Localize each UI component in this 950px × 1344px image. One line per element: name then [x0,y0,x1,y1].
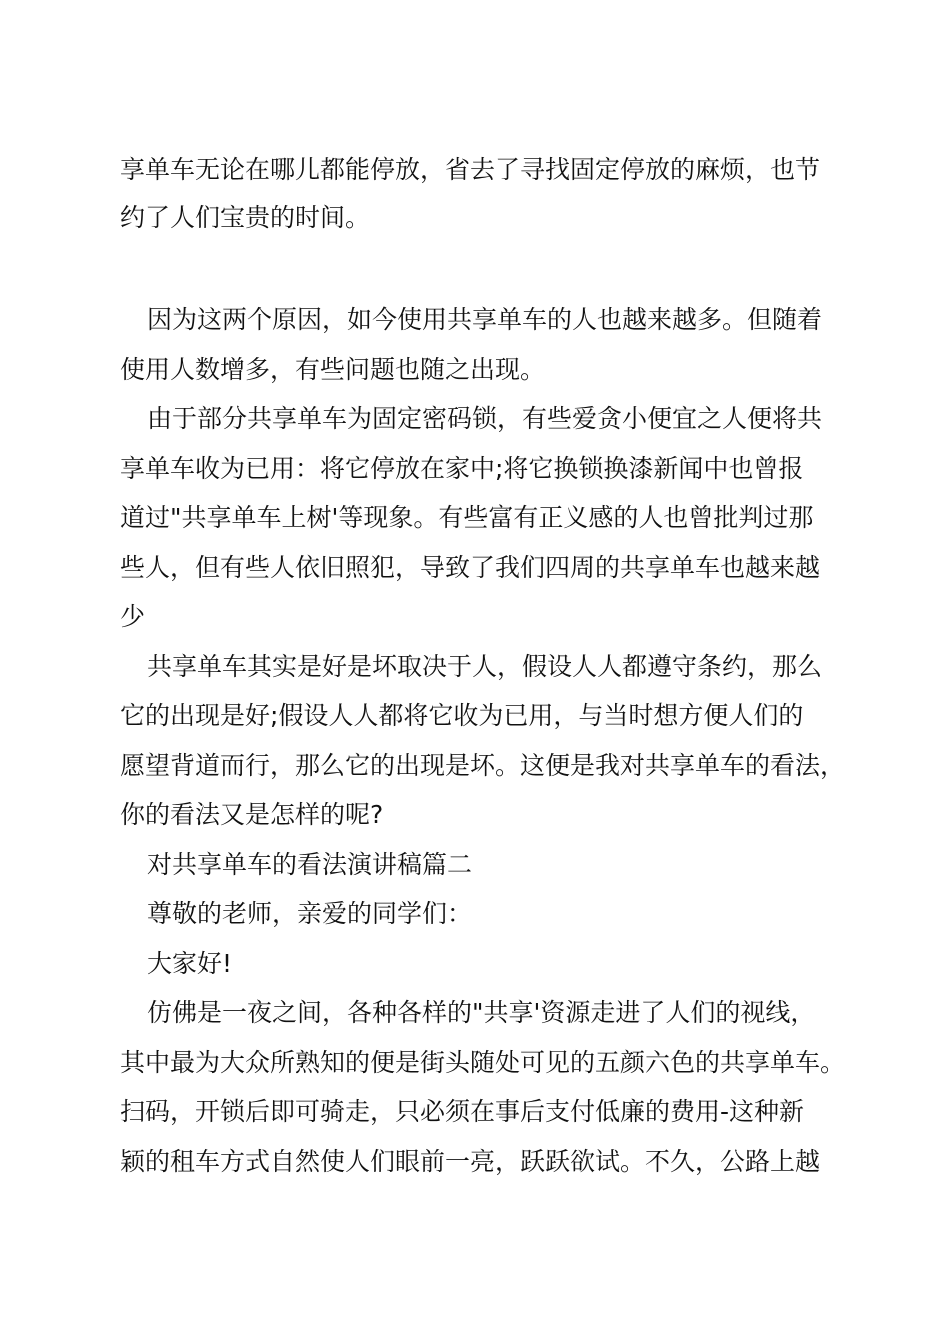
section-heading: 对共享单车的看法演讲稿篇二 [147,850,473,879]
text-line: 约了人们宝贵的时间。 [120,203,371,232]
text-line: 由于部分共享单车为固定密码锁，有些爱贪小便宜之人便将共 [147,404,823,433]
greeting-line: 大家好! [147,949,233,978]
text-line: 共享单车其实是好是坏取决于人，假设人人都遵守条约，那么 [147,652,823,681]
text-line: 享单车收为已用：将它停放在家中;将它换锁换漆新闻中也曾报 [120,454,804,483]
text-line: 少 [120,602,146,631]
text-line: 愿望背道而行，那么它的出现是坏。这便是我对共享单车的看法， [120,751,846,780]
text-line: 你的看法又是怎样的呢? [120,800,384,829]
text-line: 其中最为大众所熟知的便是街头随处可见的五颜六色的共享单车。 [120,1048,846,1077]
text-line: 使用人数增多，有些问题也随之出现。 [120,355,546,384]
text-line: 它的出现是好;假设人人都将它收为已用，与当时想方便人们的 [120,701,804,730]
text-line: 些人，但有些人依旧照犯，导致了我们四周的共享单车也越来越 [120,553,821,582]
text-line: 道过"共享单车上树'等现象。有些富有正义感的人也曾批判过那 [120,503,814,532]
text-line: 扫码，开锁后即可骑走，只必须在事后支付低廉的费用-这种新 [120,1097,805,1126]
text-line: 享单车无论在哪儿都能停放，省去了寻找固定停放的麻烦，也节 [120,155,821,184]
greeting-line: 尊敬的老师，亲爱的同学们： [147,899,473,928]
text-line: 因为这两个原因，如今使用共享单车的人也越来越多。但随着 [147,305,823,334]
text-line: 颖的租车方式自然使人们眼前一亮，跃跃欲试。不久，公路上越 [120,1147,821,1176]
text-line: 仿佛是一夜之间，各种各样的"共享'资源走进了人们的视线， [147,998,816,1027]
